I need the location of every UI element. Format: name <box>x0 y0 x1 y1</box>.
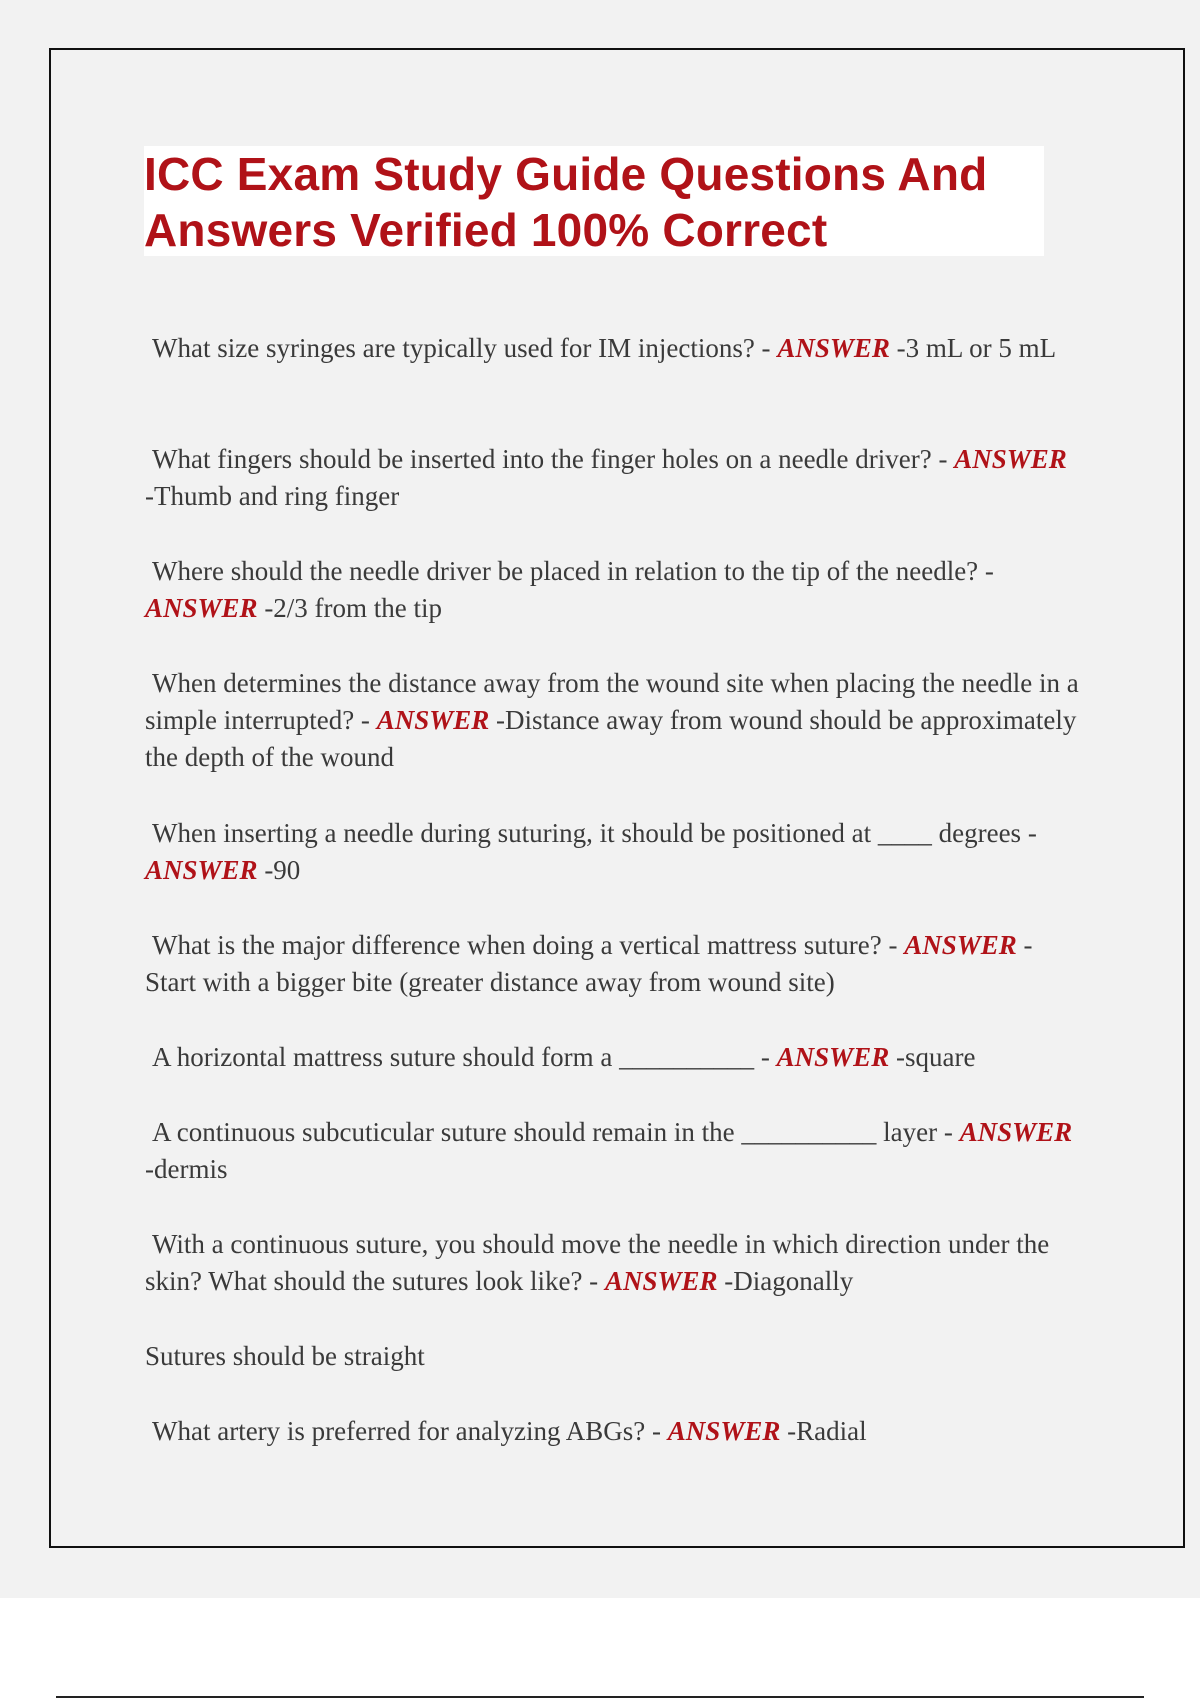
extra-line-text: Sutures should be straight <box>145 1341 425 1371</box>
qa-item-3 <box>145 553 1080 627</box>
answer-label: ANSWER <box>145 593 258 623</box>
answer-text: -2/3 from the tip <box>257 593 443 623</box>
answer-text: -3 mL or 5 mL <box>889 333 1057 363</box>
question-text: When determines the distance away from the wound site when placing the needle in a simple interrupted? - <box>145 668 1079 735</box>
answer-label: ANSWER <box>954 444 1067 474</box>
footer-rule <box>56 1696 1144 1698</box>
question-text: What is the major difference when doing a vertical mattress suture? - <box>152 930 905 960</box>
question-text: A continuous subcuticular suture should remain in the __________ layer - <box>152 1117 960 1147</box>
answer-text: -dermis <box>145 1154 228 1184</box>
question-text: What fingers should be inserted into the finger holes on a needle driver? - <box>152 444 955 474</box>
question-text: What size syringes are typically used for IM injections? - <box>152 333 778 363</box>
title-line-1: ICC Exam Study Guide Questions And <box>144 148 988 200</box>
answer-label: ANSWER <box>604 1266 718 1296</box>
answer-label: ANSWER <box>776 1042 890 1072</box>
answer-label: ANSWER <box>145 855 258 885</box>
document-page-frame <box>49 48 1185 1548</box>
qa-item-4 <box>145 665 1080 776</box>
question-text: What artery is preferred for analyzing ABGs? - <box>152 1416 668 1446</box>
qa-item-10 <box>145 1413 1080 1450</box>
question-text: A horizontal mattress suture should form a __________ - <box>152 1042 777 1072</box>
answer-label: ANSWER <box>777 333 890 363</box>
extra-line <box>145 1338 1080 1375</box>
answer-text: -Start with a bigger bite (greater distance away from wound site) <box>145 930 1033 997</box>
qa-item-9 <box>145 1226 1080 1300</box>
qa-item-2 <box>145 441 1080 515</box>
qa-item-6 <box>145 927 1080 1001</box>
answer-label: ANSWER <box>904 930 1017 960</box>
answer-label: ANSWER <box>376 705 490 735</box>
question-text: With a continuous suture, you should move the needle in which direction under the skin? What should the sutures look like? - <box>145 1229 1050 1296</box>
answer-label: ANSWER <box>667 1416 781 1446</box>
title-line-2: Answers Verified 100% Correct <box>144 204 828 256</box>
answer-text: -90 <box>257 855 301 885</box>
qa-item-8 <box>145 1114 1080 1188</box>
answer-label: ANSWER <box>959 1117 1073 1147</box>
answer-text: -Radial <box>780 1416 867 1446</box>
answer-text: -Distance away from wound should be approximately the depth of the wound <box>145 705 1077 772</box>
answer-text: -Diagonally <box>717 1266 854 1296</box>
question-text: Where should the needle driver be placed in relation to the tip of the needle? - <box>152 556 994 586</box>
document-title <box>144 146 1044 256</box>
qa-item-5 <box>145 815 1080 889</box>
qa-item-7 <box>145 1039 1080 1076</box>
qa-item-1 <box>145 330 1080 367</box>
answer-text: -square <box>889 1042 976 1072</box>
question-text: When inserting a needle during suturing, it should be positioned at ____ degrees - <box>152 818 1037 848</box>
answer-text: -Thumb and ring finger <box>145 481 400 511</box>
